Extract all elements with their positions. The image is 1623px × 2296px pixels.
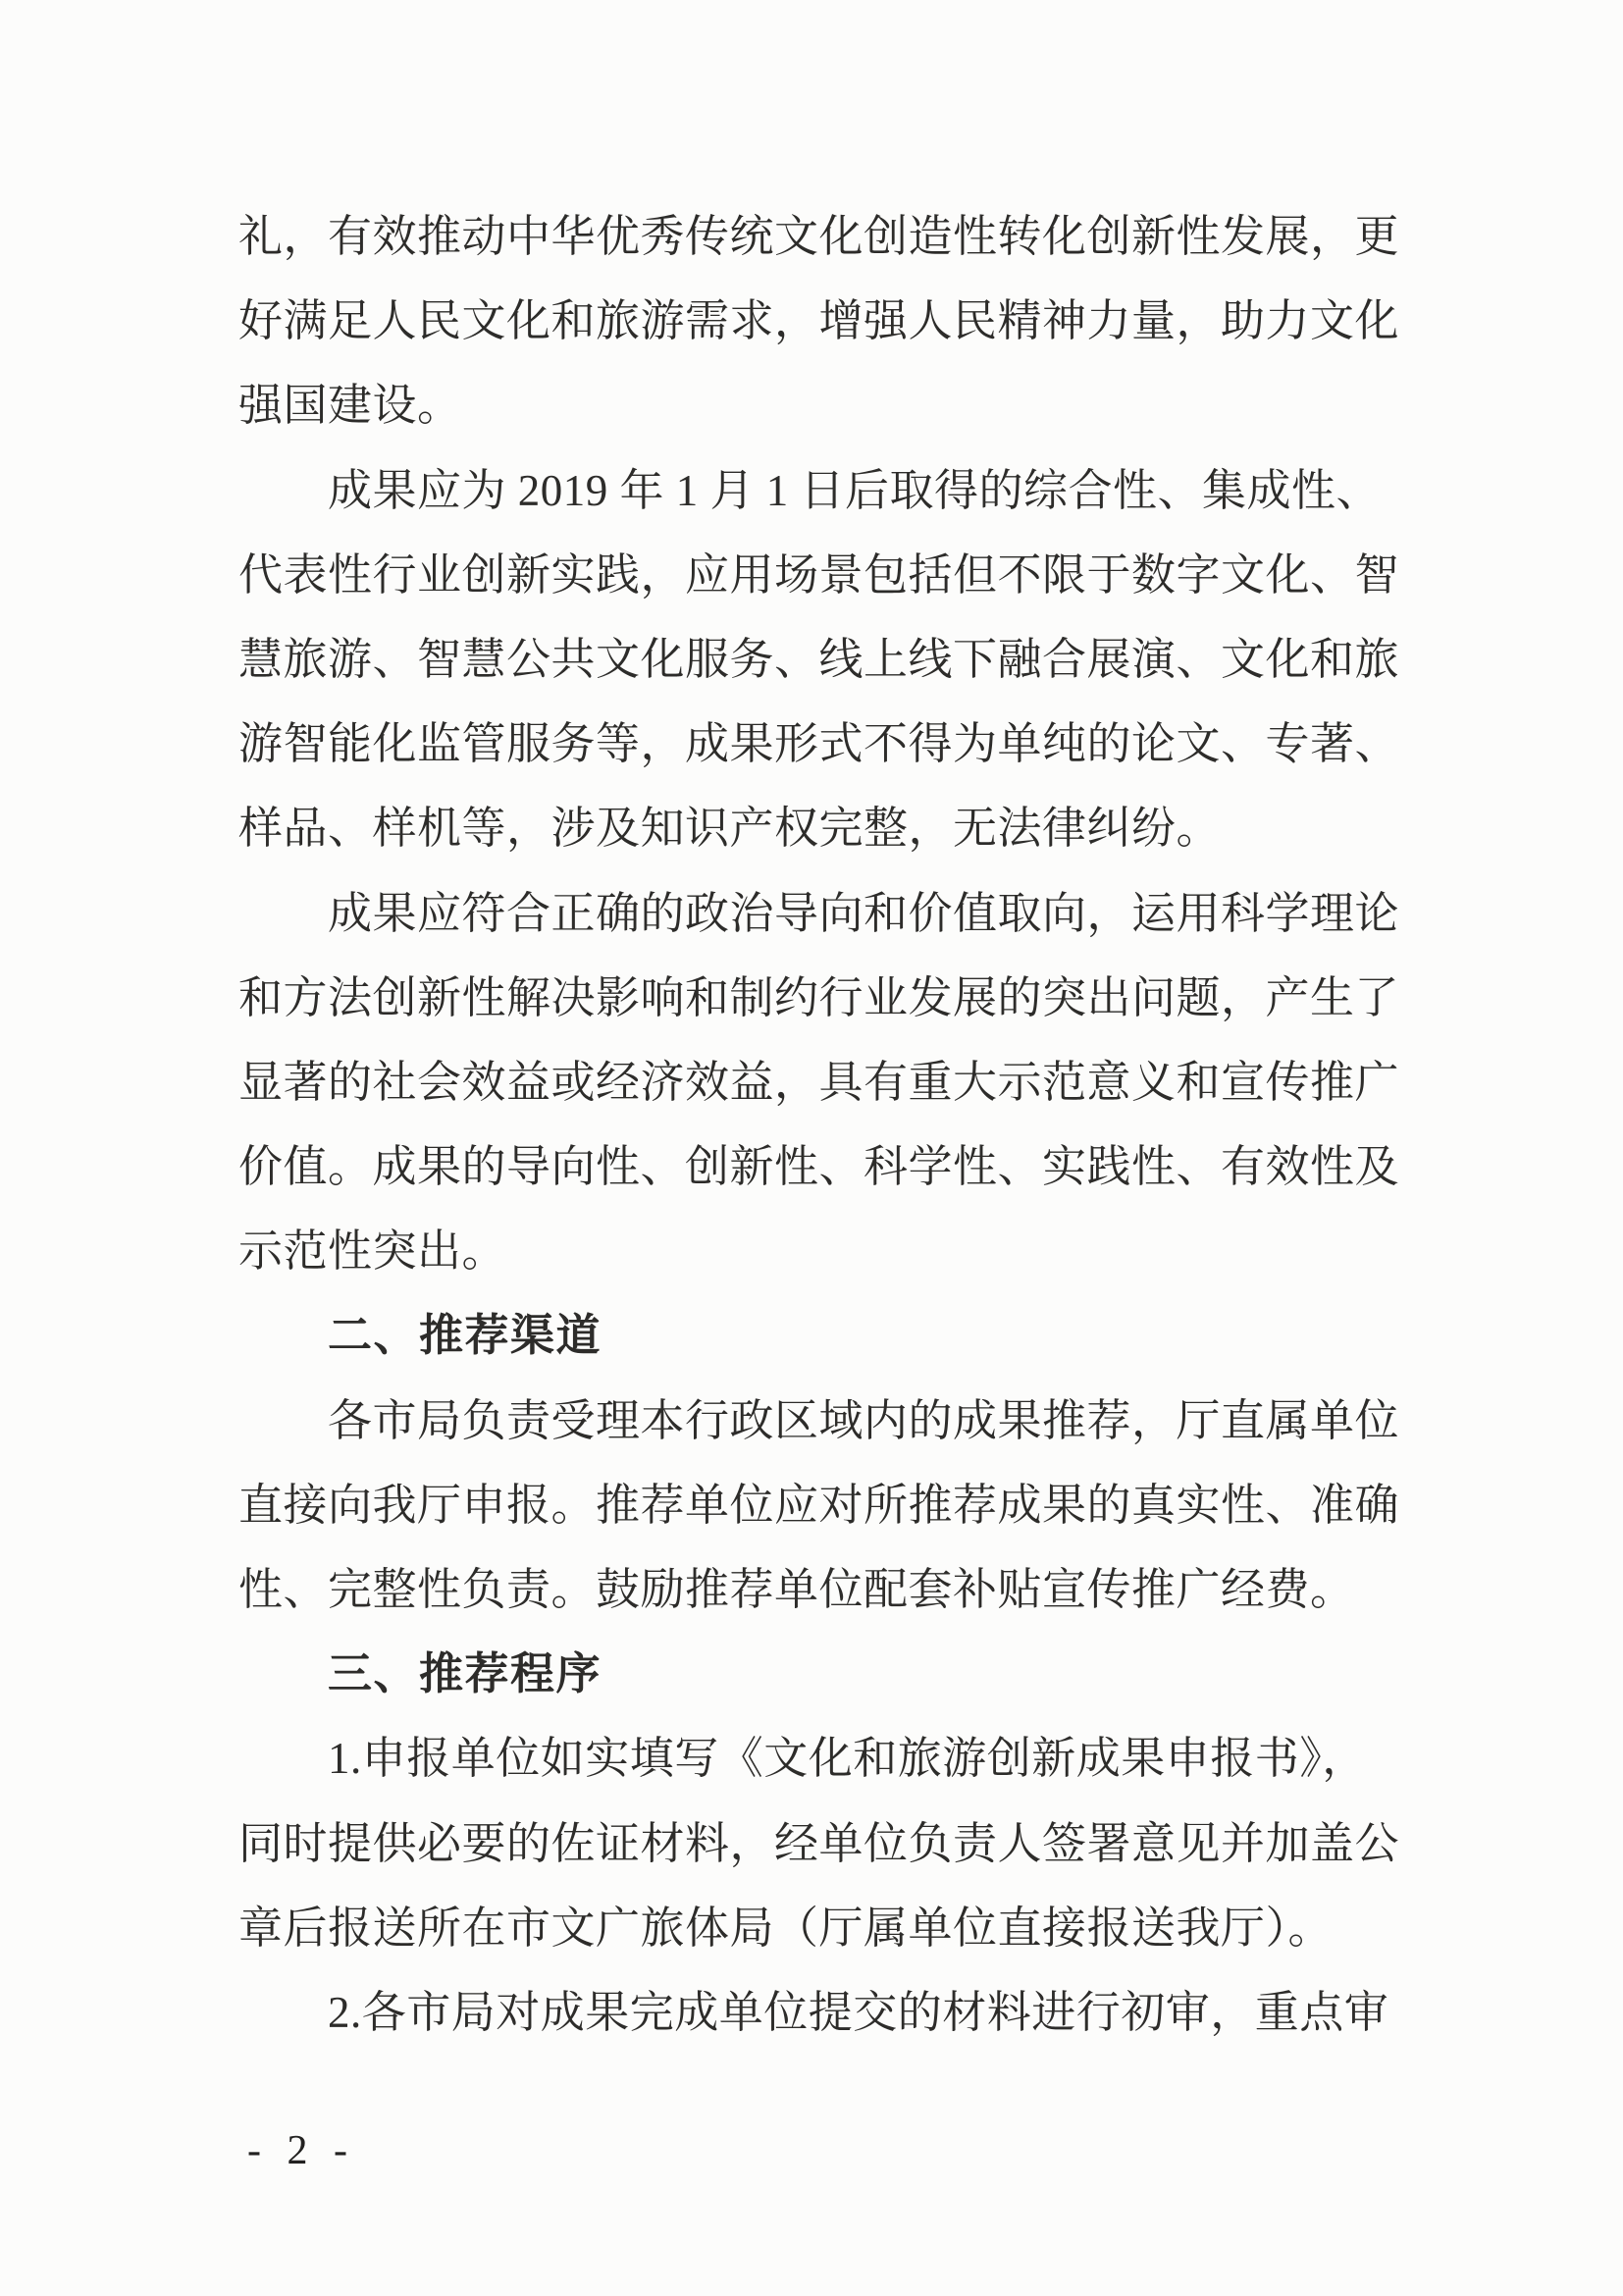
document-line: 成果应为 2019 年 1 月 1 日后取得的综合性、集成性、 bbox=[328, 465, 1382, 515]
document-line: 章后报送所在市文广旅体局（厅属单位直接报送我厅）。 bbox=[238, 1903, 1334, 1953]
document-line: 同时提供必要的佐证材料，经单位负责人签署意见并加盖公 bbox=[238, 1818, 1400, 1868]
document-line: 游智能化监管服务等，成果形式不得为单纯的论文、专著、 bbox=[238, 719, 1400, 769]
section-heading: 二、推荐渠道 bbox=[328, 1310, 602, 1361]
document-line: 和方法创新性解决影响和制约行业发展的突出问题，产生了 bbox=[238, 972, 1400, 1022]
document-line: 直接向我厅申报。推荐单位应对所推荐成果的真实性、准确 bbox=[238, 1480, 1400, 1530]
document-line: 礼，有效推动中华优秀传统文化创造性转化创新性发展，更 bbox=[238, 212, 1400, 261]
section-heading: 三、推荐程序 bbox=[328, 1648, 602, 1699]
document-line: 强国建设。 bbox=[238, 381, 462, 431]
page-number: - 2 - bbox=[247, 2128, 355, 2173]
document-line: 价值。成果的导向性、创新性、科学性、实践性、有效性及 bbox=[238, 1142, 1400, 1192]
document-line: 样品、样机等，涉及知识产权完整，无法律纠纷。 bbox=[238, 804, 1222, 854]
document-line: 2.各市局对成果完成单位提交的材料进行初审，重点审 bbox=[328, 1987, 1389, 2037]
document-line: 代表性行业创新实践，应用场景包括但不限于数字文化、智 bbox=[238, 549, 1400, 600]
document-body bbox=[238, 194, 1406, 2055]
document-line: 成果应符合正确的政治导向和价值取向，运用科学理论 bbox=[328, 888, 1400, 938]
document-line: 好满足人民文化和旅游需求，增强人民精神力量，助力文化 bbox=[238, 296, 1400, 346]
document-line: 慧旅游、智慧公共文化服务、线上线下融合展演、文化和旅 bbox=[238, 634, 1400, 684]
document-line: 显著的社会效益或经济效益，具有重大示范意义和宣传推广 bbox=[238, 1057, 1400, 1107]
document-line: 各市局负责受理本行政区域内的成果推荐，厅直属单位 bbox=[328, 1395, 1400, 1445]
document-line: 1.申报单位如实填写《文化和旅游创新成果申报书》， bbox=[328, 1734, 1367, 1784]
document-line: 示范性突出。 bbox=[238, 1226, 507, 1277]
document-line: 性、完整性负责。鼓励推荐单位配套补贴宣传推广经费。 bbox=[238, 1565, 1355, 1614]
